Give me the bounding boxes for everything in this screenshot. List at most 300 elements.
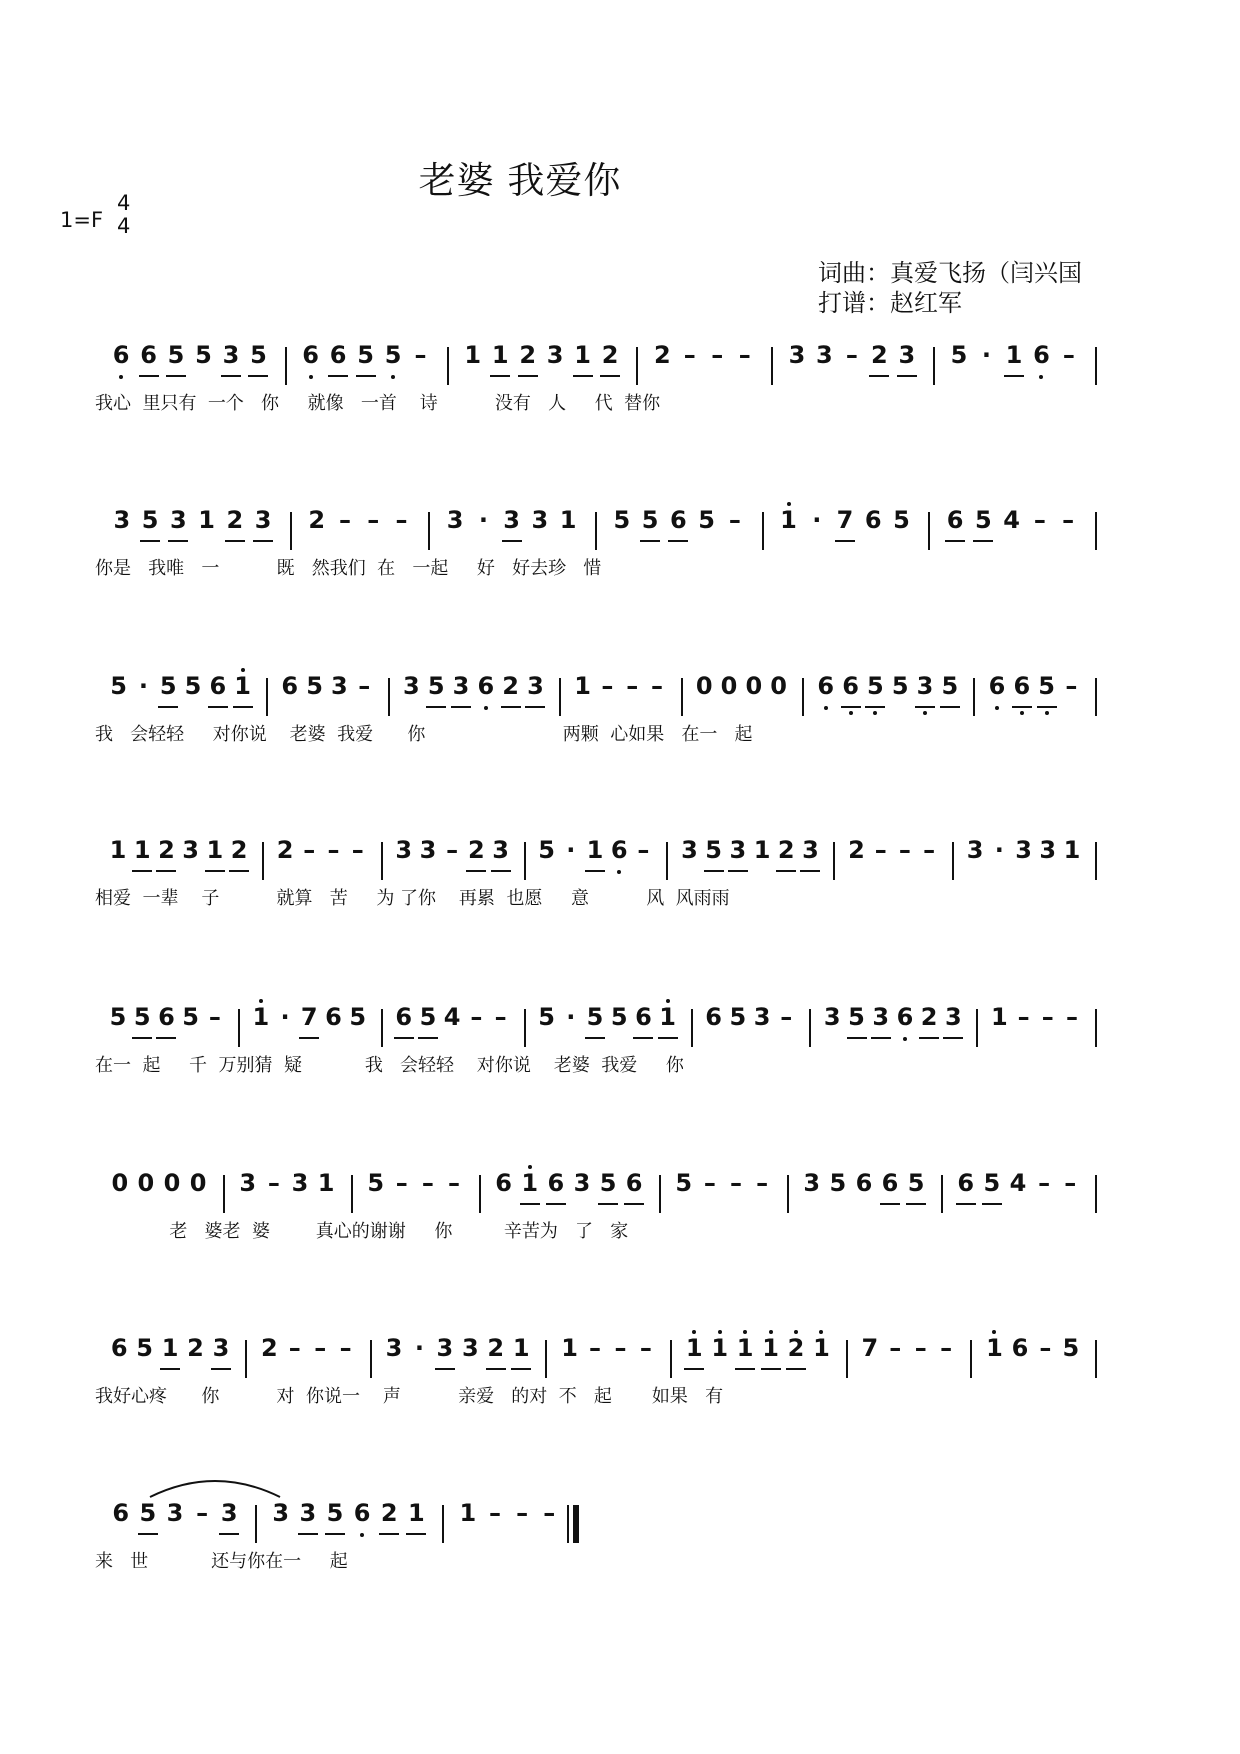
note: 1 — [574, 341, 591, 369]
barline — [285, 347, 287, 385]
note: 0 — [720, 672, 738, 700]
barline — [691, 1009, 693, 1047]
note: 5 — [136, 1334, 153, 1362]
barline — [771, 347, 773, 385]
underline — [525, 706, 545, 708]
low-octave-dot — [309, 375, 313, 379]
underline — [973, 540, 993, 542]
note: 5 — [586, 1003, 604, 1031]
barline — [941, 1175, 943, 1213]
extension-dash: – — [288, 1334, 301, 1362]
note: 3 — [239, 1169, 257, 1197]
underline — [406, 1533, 426, 1535]
barline — [381, 1009, 383, 1047]
note: 3 — [802, 836, 819, 864]
note: 3 — [254, 506, 272, 534]
barline — [787, 1175, 789, 1213]
notes-line — [95, 1328, 1105, 1388]
note: 3 — [816, 341, 833, 369]
underline — [847, 1037, 867, 1039]
note: 3 — [403, 672, 420, 700]
note: 1 — [990, 1003, 1008, 1031]
underline — [490, 375, 510, 377]
underline — [573, 375, 593, 377]
note: 0 — [111, 1169, 129, 1197]
note: 3 — [492, 836, 509, 864]
note: 1 — [762, 1334, 779, 1362]
note: 5 — [159, 672, 177, 700]
note: 2 — [870, 341, 888, 369]
extension-dash: – — [448, 1169, 460, 1197]
note: 1 — [234, 672, 251, 700]
note: 3 — [944, 1003, 962, 1031]
low-octave-dot — [1045, 711, 1049, 715]
low-octave-dot — [484, 706, 488, 710]
note: 0 — [163, 1169, 181, 1197]
note: 5 — [829, 1169, 847, 1197]
barline — [762, 512, 764, 550]
extension-dash: – — [756, 1169, 769, 1197]
note: 6 — [957, 1169, 975, 1197]
note: 2 — [380, 1499, 398, 1527]
augmentation-dot: · — [138, 672, 148, 700]
note: 7 — [836, 506, 854, 534]
score-row — [95, 335, 1105, 455]
lyrics-music-credit: 词曲：真爱飞扬（闫兴国 — [818, 259, 1082, 287]
lyrics-line: 你是 我唯 一 既 然我们 在 一起 好 好去珍 惜 — [95, 558, 602, 579]
underline — [491, 870, 511, 872]
extension-dash: – — [1038, 1169, 1051, 1197]
underline — [624, 1203, 644, 1205]
note: 3 — [212, 1334, 230, 1362]
note: 1 — [586, 836, 604, 864]
underline — [356, 375, 376, 377]
note: 1 — [206, 836, 224, 864]
note: 5 — [195, 341, 212, 369]
underline — [501, 706, 521, 708]
note: 5 — [349, 1003, 367, 1031]
notes-line — [95, 666, 1105, 726]
note: 2 — [920, 1003, 938, 1031]
note: 3 — [872, 1003, 890, 1031]
barline — [1095, 678, 1097, 716]
note: 3 — [681, 836, 698, 864]
note: 6 — [302, 341, 319, 369]
note: 1 — [685, 1334, 703, 1362]
note: 1 — [407, 1499, 425, 1527]
high-octave-dot — [718, 1330, 722, 1334]
extension-dash: – — [780, 1003, 793, 1031]
underline — [518, 375, 538, 377]
barline — [1095, 347, 1097, 385]
extension-dash: – — [889, 1334, 902, 1362]
note: 3 — [419, 836, 437, 864]
note: 6 — [477, 672, 495, 700]
underline — [138, 1533, 158, 1535]
note: 6 — [610, 836, 628, 864]
extension-dash: – — [626, 672, 639, 700]
notes-line — [95, 997, 1105, 1057]
barline — [1095, 1340, 1097, 1378]
note: 5 — [167, 341, 185, 369]
barline — [659, 1175, 661, 1213]
extension-dash: – — [196, 1499, 209, 1527]
barline — [846, 1340, 848, 1378]
note: 3 — [299, 1499, 317, 1527]
note: 6 — [158, 1003, 175, 1031]
note: 6 — [705, 1003, 722, 1031]
note: 5 — [133, 1003, 151, 1031]
note: 3 — [220, 1499, 238, 1527]
time-signature — [117, 192, 130, 238]
lyrics-line: 在一 起 千 万别猜 疑 我 会轻轻 对你说 老婆 我爱 你 — [95, 1055, 684, 1076]
score-row — [95, 1163, 1105, 1283]
note: 0 — [770, 672, 787, 700]
underline — [208, 706, 228, 708]
note: 4 — [443, 1003, 461, 1031]
barline — [370, 1340, 372, 1378]
underline — [800, 870, 820, 872]
note: 6 — [635, 1003, 652, 1031]
extension-dash: – — [358, 672, 371, 700]
barline — [388, 678, 390, 716]
note: 6 — [855, 1169, 873, 1197]
note: 3 — [916, 672, 934, 700]
extension-dash: – — [516, 1499, 529, 1527]
note: 2 — [158, 836, 175, 864]
underline — [253, 540, 273, 542]
barline — [442, 1505, 444, 1543]
underline — [945, 540, 965, 542]
note: 3 — [182, 836, 199, 864]
note: 1 — [659, 1003, 676, 1031]
notes-line — [95, 1493, 1105, 1553]
note: 3 — [966, 836, 984, 864]
low-octave-dot — [360, 1533, 364, 1537]
extension-dash: – — [421, 1169, 434, 1197]
extension-dash: – — [874, 836, 887, 864]
extension-dash: – — [489, 1499, 501, 1527]
underline — [139, 375, 159, 377]
lyrics-line: 来 世 还与你在一 起 — [95, 1551, 348, 1572]
barline — [266, 678, 268, 716]
barline — [223, 1175, 225, 1213]
extension-dash: – — [845, 341, 858, 369]
notes-line — [95, 1163, 1105, 1223]
underline — [298, 1533, 318, 1535]
underline — [658, 1037, 678, 1039]
note: 2 — [260, 1334, 278, 1362]
note: 0 — [695, 672, 713, 700]
note: 2 — [467, 836, 485, 864]
underline — [418, 1037, 438, 1039]
barline — [428, 512, 430, 550]
note: 6 — [946, 506, 964, 534]
note: 3 — [166, 1499, 184, 1527]
note: 3 — [898, 341, 916, 369]
underline — [156, 1037, 176, 1039]
note: 1 — [161, 1334, 179, 1362]
lyrics-line: 老 婆老 婆 真心的谢谢 你 辛苦为 了 家 — [95, 1221, 629, 1242]
note: 6 — [1033, 341, 1050, 369]
barline — [681, 678, 683, 716]
note: 1 — [1005, 341, 1023, 369]
note: 6 — [881, 1169, 899, 1197]
credits — [818, 258, 1082, 318]
note: 5 — [675, 1169, 693, 1197]
note: 5 — [367, 1169, 385, 1197]
extension-dash: – — [339, 1334, 352, 1362]
underline — [668, 540, 688, 542]
underline — [600, 375, 620, 377]
extension-dash: – — [395, 1169, 408, 1197]
note: 0 — [745, 672, 763, 700]
underline — [585, 1037, 605, 1039]
lyrics-line: 相爱 一辈 子 就算 苦 为 了你 再累 也愿 意 风 风雨雨 — [95, 888, 730, 909]
note: 5 — [1038, 672, 1055, 700]
note: 5 — [182, 1003, 199, 1031]
extension-dash: – — [589, 1334, 601, 1362]
barline — [636, 347, 638, 385]
final-barline-thin — [567, 1505, 569, 1543]
underline — [943, 1037, 963, 1039]
note: 5 — [891, 672, 909, 700]
note: 2 — [601, 341, 619, 369]
extension-dash: – — [923, 836, 936, 864]
underline — [248, 375, 268, 377]
note: 5 — [1062, 1334, 1080, 1362]
underline — [328, 375, 348, 377]
underline — [1012, 706, 1032, 708]
note: 3 — [531, 506, 549, 534]
note: 6 — [325, 1003, 342, 1031]
extension-dash: – — [683, 341, 696, 369]
underline — [225, 540, 245, 542]
barline — [1095, 1009, 1097, 1047]
underline — [233, 706, 253, 708]
note: 5 — [698, 506, 715, 534]
underline — [982, 1203, 1002, 1205]
note: 5 — [907, 1169, 925, 1197]
note: 5 — [326, 1499, 344, 1527]
final-barline-thick — [573, 1505, 579, 1543]
underline — [704, 870, 724, 872]
extension-dash: – — [738, 341, 751, 369]
score-row — [95, 830, 1105, 950]
note: 3 — [169, 506, 187, 534]
note: 5 — [384, 341, 402, 369]
barline — [545, 1340, 547, 1378]
low-octave-dot — [849, 711, 853, 715]
note: 1 — [574, 672, 591, 700]
note: 5 — [867, 672, 884, 700]
extension-dash: – — [1065, 1003, 1078, 1031]
underline — [871, 1037, 891, 1039]
augmentation-dot: · — [994, 836, 1004, 864]
barline — [595, 512, 597, 550]
note: 6 — [1011, 1334, 1029, 1362]
note: 2 — [653, 341, 671, 369]
extension-dash: – — [367, 506, 380, 534]
low-octave-dot — [903, 1037, 907, 1041]
underline — [640, 540, 660, 542]
note: 4 — [1003, 506, 1020, 534]
note: 1 — [464, 341, 482, 369]
underline — [835, 540, 855, 542]
note: 5 — [250, 341, 267, 369]
page-title: 老婆 我爱你 — [418, 159, 622, 202]
underline — [956, 1203, 976, 1205]
high-octave-dot — [794, 1330, 798, 1334]
extension-dash: – — [1033, 506, 1046, 534]
extension-dash: – — [208, 1003, 221, 1031]
barline — [970, 1340, 972, 1378]
extension-dash: – — [314, 1334, 327, 1362]
note: 3 — [823, 1003, 841, 1031]
note: 2 — [308, 506, 326, 534]
score-row — [95, 1493, 1105, 1613]
note: 6 — [817, 672, 835, 700]
score-row — [95, 997, 1105, 1117]
note: 1 — [317, 1169, 335, 1197]
note: 6 — [1013, 672, 1031, 700]
extension-dash: – — [327, 836, 340, 864]
time-top: 4 — [117, 191, 131, 215]
underline — [865, 706, 885, 708]
lyrics-line: 我 会轻轻 对你说 老婆 我爱 你 两颗 心如果 在一 起 — [95, 724, 753, 745]
note: 5 — [950, 341, 968, 369]
augmentation-dot: · — [566, 1003, 576, 1031]
note: 1 — [711, 1334, 729, 1362]
extension-dash: – — [1041, 1003, 1054, 1031]
low-octave-dot — [1039, 375, 1043, 379]
underline — [466, 870, 486, 872]
underline — [219, 1533, 239, 1535]
note: 3 — [1015, 836, 1032, 864]
note: 7 — [300, 1003, 318, 1031]
note: 3 — [222, 341, 240, 369]
underline — [940, 706, 960, 708]
extension-dash: – — [494, 1003, 507, 1031]
note: 2 — [787, 1334, 805, 1362]
note: 2 — [502, 672, 519, 700]
note: 3 — [527, 672, 544, 700]
extension-dash: – — [1039, 1334, 1052, 1362]
barline — [559, 678, 561, 716]
underline — [880, 1203, 900, 1205]
note: 5 — [599, 1169, 617, 1197]
underline — [1004, 375, 1024, 377]
notes-line — [95, 500, 1105, 560]
underline — [158, 706, 178, 708]
note: 1 — [986, 1334, 1003, 1362]
high-octave-dot — [666, 999, 670, 1003]
extension-dash: – — [601, 672, 614, 700]
extension-dash: – — [914, 1334, 927, 1362]
extension-dash: – — [1064, 1169, 1077, 1197]
note: 2 — [276, 836, 294, 864]
underline — [211, 1368, 231, 1370]
underline — [735, 1368, 755, 1370]
note: 3 — [113, 506, 131, 534]
note: 6 — [209, 672, 227, 700]
note: 2 — [848, 836, 865, 864]
extension-dash: – — [446, 836, 459, 864]
note: 5 — [705, 836, 722, 864]
note: 3 — [461, 1334, 479, 1362]
underline — [511, 1368, 531, 1370]
note: 0 — [189, 1169, 207, 1197]
extension-dash: – — [728, 506, 741, 534]
score-row — [95, 500, 1105, 620]
note: 0 — [137, 1169, 155, 1197]
underline — [786, 1368, 806, 1370]
underline — [585, 870, 605, 872]
augmentation-dot: · — [478, 506, 488, 534]
note: 1 — [133, 836, 151, 864]
barline — [524, 1009, 526, 1047]
note: 5 — [109, 1003, 127, 1031]
extension-dash: – — [351, 836, 364, 864]
note: 5 — [306, 672, 323, 700]
note: 5 — [184, 672, 202, 700]
barline — [255, 1505, 257, 1543]
underline — [299, 1037, 319, 1039]
barline — [973, 678, 975, 716]
extension-dash: – — [339, 506, 351, 534]
underline — [520, 1203, 540, 1205]
note: 5 — [538, 836, 555, 864]
note: 5 — [139, 1499, 157, 1527]
low-octave-dot — [391, 375, 395, 379]
note: 1 — [252, 1003, 270, 1031]
underline — [502, 540, 522, 542]
notes-line — [95, 830, 1105, 890]
underline — [915, 706, 935, 708]
barline — [833, 842, 835, 880]
note: 3 — [331, 672, 348, 700]
underline — [132, 1037, 152, 1039]
note: 6 — [329, 341, 347, 369]
note: 1 — [780, 506, 797, 534]
low-octave-dot — [1020, 711, 1024, 715]
note: 1 — [1063, 836, 1081, 864]
note: 1 — [521, 1169, 539, 1197]
note: 3 — [446, 506, 464, 534]
note: 6 — [281, 672, 299, 700]
note: 1 — [813, 1334, 830, 1362]
note: 1 — [198, 506, 215, 534]
note: 3 — [503, 506, 520, 534]
barline — [447, 347, 449, 385]
note: 6 — [495, 1169, 512, 1197]
note: 4 — [1009, 1169, 1027, 1197]
note: 6 — [669, 506, 687, 534]
underline — [598, 1203, 618, 1205]
underline — [684, 1368, 704, 1370]
extension-dash: – — [414, 341, 427, 369]
augmentation-dot: · — [414, 1334, 424, 1362]
barline — [381, 842, 383, 880]
barline — [809, 1009, 811, 1047]
barline — [479, 1175, 481, 1213]
barline — [1095, 512, 1097, 550]
note: 3 — [1039, 836, 1057, 864]
underline — [841, 706, 861, 708]
extension-dash: – — [1062, 506, 1075, 534]
underline — [728, 870, 748, 872]
underline — [221, 375, 241, 377]
